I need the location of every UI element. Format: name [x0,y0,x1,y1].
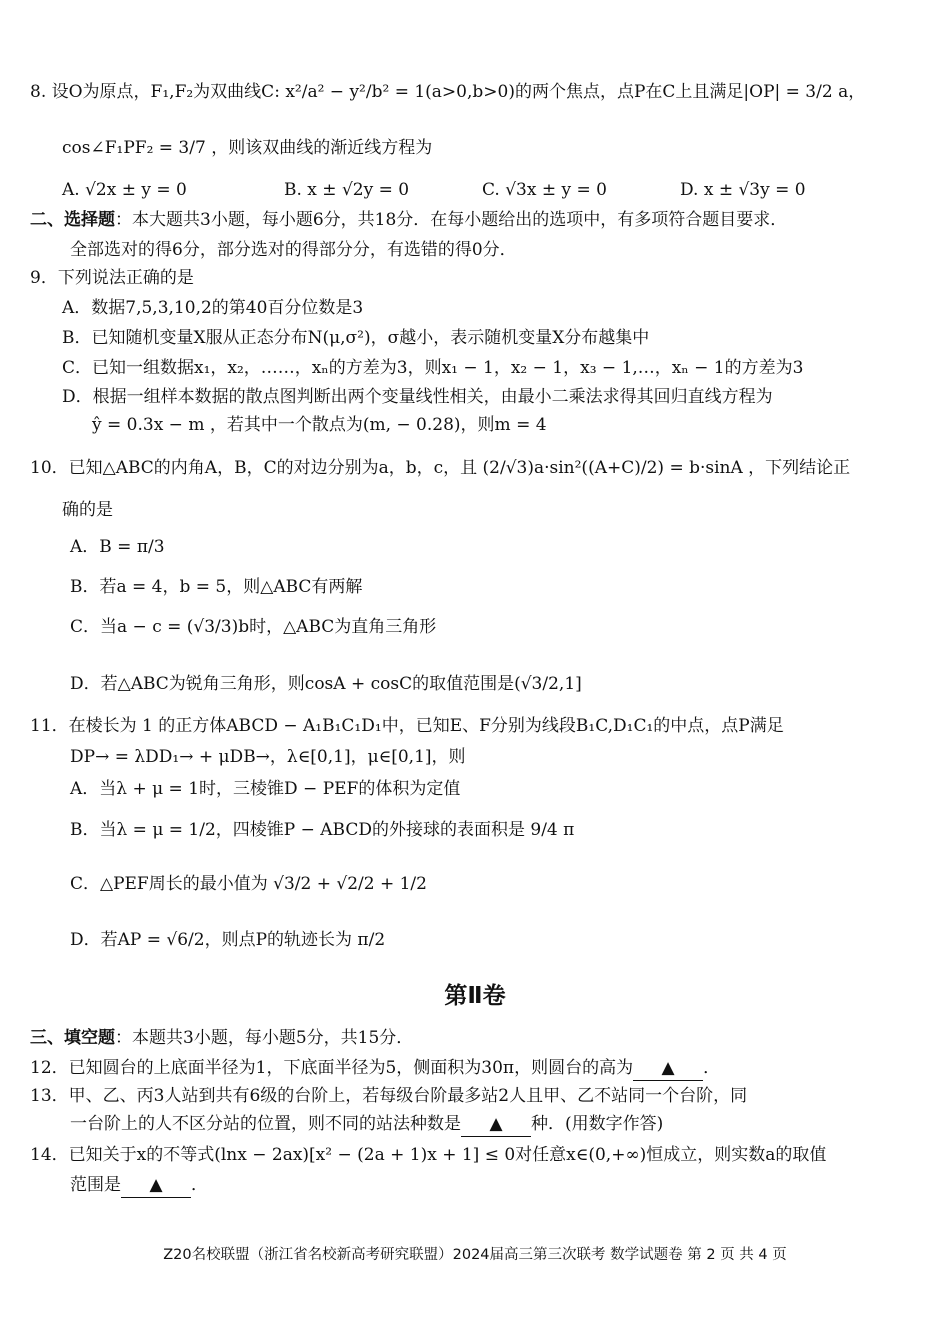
q9-stem: 9．下列说法正确的是 [30,268,194,288]
section3-label: 三、填空题 [30,1028,115,1048]
q14-text: 范围是 [70,1175,121,1195]
section2-text1: ：本大题共3小题，每小题6分，共18分．在每小题给出的选项中，有多项符合题目要求． [115,210,788,230]
q13-suffix: 种．(用数字作答) [531,1114,664,1134]
q9-option-a: A．数据7,5,3,10,2的第40百分位数是3 [62,298,364,318]
q8-option-b: B. x ± √2y = 0 [284,180,410,200]
q11-option-b: B．当λ = μ = 1/2，四棱锥P − ABCD的外接球的表面积是 9/4 π [70,820,575,840]
q14-line2 [70,1173,208,1198]
section3-text: ：本题共3小题，每小题5分，共15分． [115,1028,414,1048]
q9-option-d-line1: D．根据一组样本数据的散点图判断出两个变量线性相关，由最小二乘法求得其回归直线方程为 [62,387,773,407]
q10-option-c: C．当a − c = (√3/3)b时，△ABC为直角三角形 [70,617,437,637]
q13-line2 [70,1112,663,1137]
q12-answer-blank: ▲ [633,1056,703,1081]
section3-line [30,1026,413,1050]
q8-line1: 8. 设O为原点，F₁,F₂为双曲线C: x²/a² − y²/b² = 1(a>0,b>0)的两个焦点，点P在C上且满足|OP| = 3/2 a， [30,82,866,102]
q11-option-a: A．当λ + μ = 1时，三棱锥D − PEF的体积为定值 [70,779,461,799]
q14-line1: 14．已知关于x的不等式(lnx − 2ax)[x² − (2a + 1)x + 1] ≤ 0对任意x∈(0,+∞)恒成立，则实数a的取值 [30,1145,827,1165]
q10-stem-line1: 10．已知△ABC的内角A，B，C的对边分别为a，b，c，且 (2/√3)a·sin²((A+C)/2) = b·sinA ，下列结论正 [30,458,851,478]
q12-text: 12．已知圆台的上底面半径为1，下底面半径为5，侧面积为30π，则圆台的高为 [30,1058,634,1078]
q11-option-d: D．若AP = √6/2，则点P的轨迹长为 π/2 [70,930,386,950]
section2-line1 [30,208,787,232]
q13-answer-blank: ▲ [461,1112,531,1137]
q9-option-d-line2: ŷ = 0.3x − m ，若其中一个散点为(m, − 0.28)，则m = 4 [92,415,547,435]
q13-text: 一台阶上的人不区分站的位置，则不同的站法种数是 [70,1114,461,1134]
q10-option-b: B．若a = 4，b = 5，则△ABC有两解 [70,577,363,597]
q10-option-a: A．B = π/3 [70,537,165,557]
section2-label: 二、选择题 [30,210,115,230]
q10-stem-line2: 确的是 [62,500,113,520]
q14-period: ． [191,1175,208,1195]
q8-option-d: D. x ± √3y = 0 [680,180,806,200]
q11-option-c: C．△PEF周长的最小值为 √3/2 + √2/2 + 1/2 [70,874,427,894]
q9-option-b: B．已知随机变量X服从正态分布N(μ,σ²)，σ越小，表示随机变量X分布越集中 [62,328,650,348]
q12-period: ． [703,1058,721,1078]
q13-line1: 13．甲、乙、丙3人站到共有6级的台阶上，若每级台阶最多站2人且甲、乙不站同一个台阶，同 [30,1086,748,1106]
q8-option-c: C. √3x ± y = 0 [482,180,607,200]
q12-line [30,1056,720,1081]
q14-answer-blank: ▲ [121,1173,191,1198]
part2-title: 第Ⅱ卷 [444,983,506,1009]
q9-option-c: C．已知一组数据x₁，x₂，……，xₙ的方差为3，则x₁ − 1，x₂ − 1，x₃ − 1,…，xₙ − 1的方差为3 [62,358,804,378]
q10-option-d: D．若△ABC为锐角三角形，则cosA + cosC的取值范围是(√3/2,1] [70,674,582,694]
q11-stem-line1: 11．在棱长为 1 的正方体ABCD − A₁B₁C₁D₁中，已知E、F分别为线段B₁C,D₁C₁的中点，点P满足 [30,716,784,736]
q8-option-a: A. √2x ± y = 0 [62,180,187,200]
q11-stem-line2: DP→ = λDD₁→ + μDB→，λ∈[0,1]，μ∈[0,1]，则 [70,747,466,767]
section2-line2: 全部选对的得6分，部分选对的得部分分，有选错的得0分． [70,240,517,260]
page-footer: Z20名校联盟（浙江省名校新高考研究联盟）2024届高三第三次联考 数学试题卷 第 2 页 共 4 页 [163,1247,787,1263]
q8-line2: cos∠F₁PF₂ = 3/7 ，则该双曲线的渐近线方程为 [62,138,433,158]
